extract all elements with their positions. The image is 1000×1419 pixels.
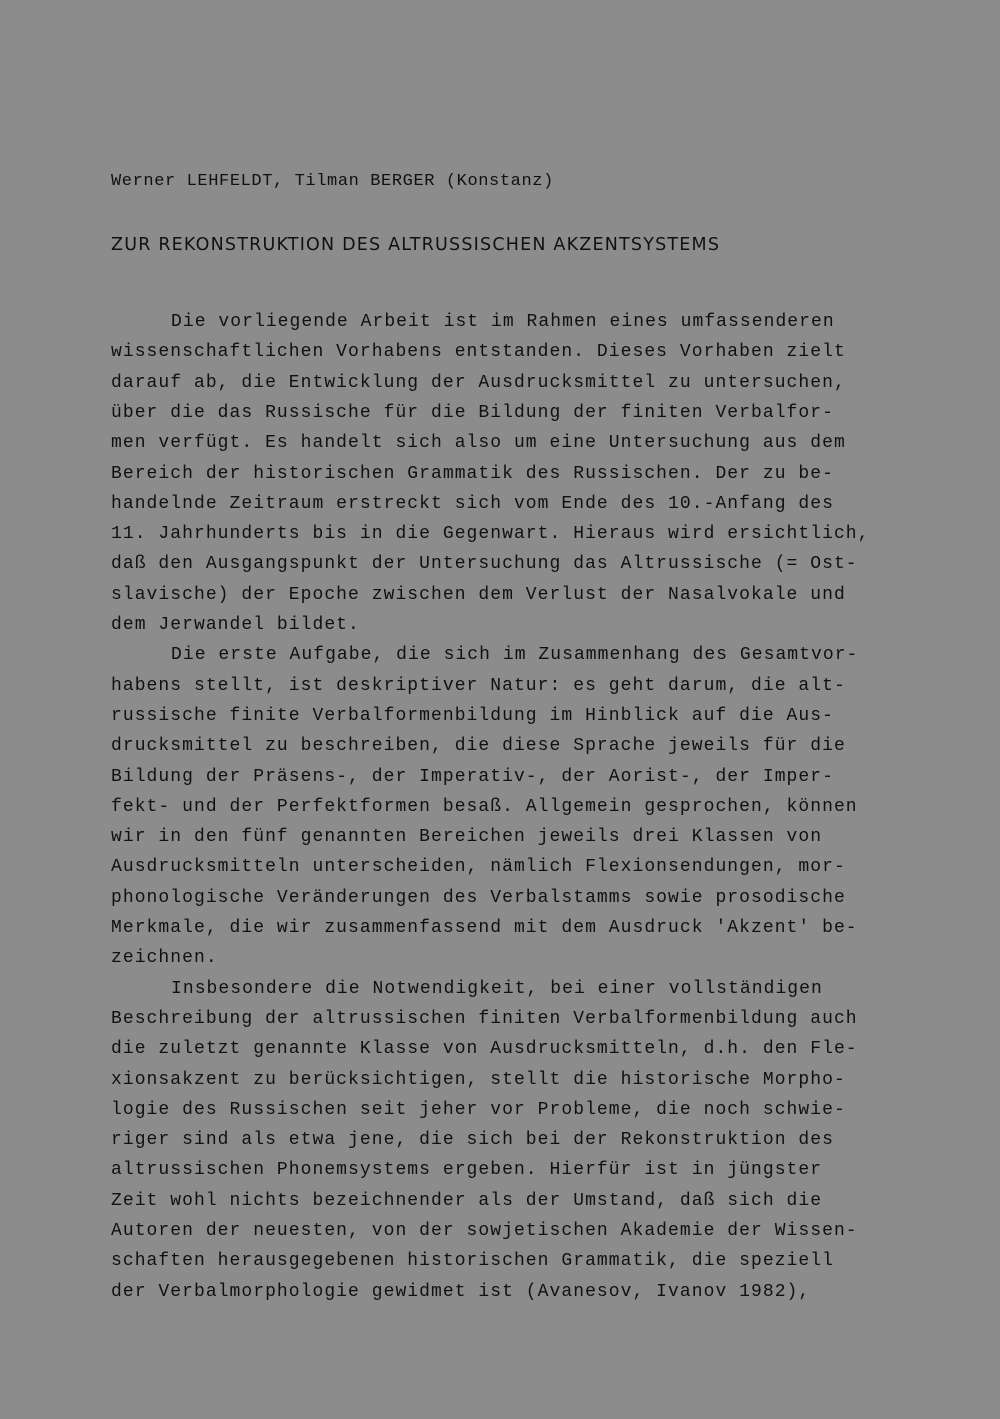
text-line: slavische) der Epoche zwischen dem Verlust der Nasalvokale und <box>111 584 846 605</box>
text-line: zeichnen. <box>111 948 218 969</box>
text-line: der Verbalmorphologie gewidmet ist (Avanesov, Ivanov 1982), <box>111 1281 811 1302</box>
text-line: Die erste Aufgabe, die sich im Zusammenhang des Gesamtvor- <box>171 645 859 666</box>
text-line: men verfügt. Es handelt sich also um eine Untersuchung aus dem <box>111 433 846 454</box>
text-line: phonologische Veränderungen des Verbalstamms sowie prosodische <box>111 887 846 908</box>
text-line: darauf ab, die Entwicklung der Ausdrucksmittel zu untersuchen, <box>111 372 846 393</box>
text-line: dem Jerwandel bildet. <box>111 615 360 635</box>
text-line: xionsakzent zu berücksichtigen, stellt die historische Morpho- <box>111 1069 846 1090</box>
text-line: habens stellt, ist deskriptiver Natur: es geht darum, die alt- <box>111 675 846 696</box>
text-line: Merkmale, die wir zusammenfassend mit dem Ausdruck 'Akzent' be- <box>111 918 858 938</box>
text-line: Die vorliegende Arbeit ist im Rahmen eines umfassenderen <box>171 312 835 332</box>
text-line: logie des Russischen seit jeher vor Probleme, die noch schwie- <box>111 1099 846 1120</box>
text-line: Ausdrucksmitteln unterscheiden, nämlich Flexionsendungen, mor- <box>111 857 846 878</box>
text-line: riger sind als etwa jene, die sich bei der Rekonstruktion des <box>111 1130 834 1151</box>
text-line: daß den Ausgangspunkt der Untersuchung das Altrussische (= Ost- <box>111 554 858 575</box>
article-title: ZUR REKONSTRUKTION DES ALTRUSSISCHEN AKZENTSYSTEMS <box>111 235 721 255</box>
text-line: wissenschaftlichen Vorhabens entstanden. Dieses Vorhaben zielt <box>111 342 846 363</box>
text-line: Insbesondere die Notwendigkeit, bei einer vollständigen <box>171 978 823 999</box>
text-line: die zuletzt genannte Klasse von Ausdrucksmitteln, d.h. den Fle- <box>111 1039 858 1060</box>
text-line: schaften herausgegebenen historischen Grammatik, die speziell <box>111 1251 834 1272</box>
text-line: handelnde Zeitraum erstreckt sich vom Ende des 10.-Anfang des <box>111 493 834 514</box>
text-line: wir in den fünf genannten Bereichen jeweils drei Klassen von <box>111 827 823 848</box>
text-line: russische finite Verbalformenbildung im Hinblick auf die Aus- <box>111 705 834 726</box>
text-line: Zeit wohl nichts bezeichnender als der Umstand, daß sich die <box>111 1190 823 1211</box>
text-line: über die das Russische für die Bildung der finiten Verbalfor- <box>111 402 834 423</box>
text-line: Bereich der historischen Grammatik des Russischen. Der zu be- <box>111 463 834 484</box>
text-line: Beschreibung der altrussischen finiten Verbalformenbildung auch <box>111 1008 858 1029</box>
text-line: 11. Jahrhunderts bis in die Gegenwart. Hieraus wird ersichtlich, <box>111 524 870 545</box>
text-line: Bildung der Präsens-, der Imperativ-, der Aorist-, der Imper- <box>111 766 834 787</box>
text-line: Autoren der neuesten, von der sowjetischen Akademie der Wissen- <box>111 1221 858 1241</box>
authors-line: Werner LEHFELDT, Tilman BERGER (Konstanz) <box>111 172 554 191</box>
text-line: fekt- und der Perfektformen besaß. Allgemein gesprochen, können <box>111 796 858 817</box>
text-line: drucksmittel zu beschreiben, die diese Sprache jeweils für die <box>111 736 846 757</box>
text-line: altrussischen Phonemsystems ergeben. Hierfür ist in jüngster <box>111 1160 823 1181</box>
